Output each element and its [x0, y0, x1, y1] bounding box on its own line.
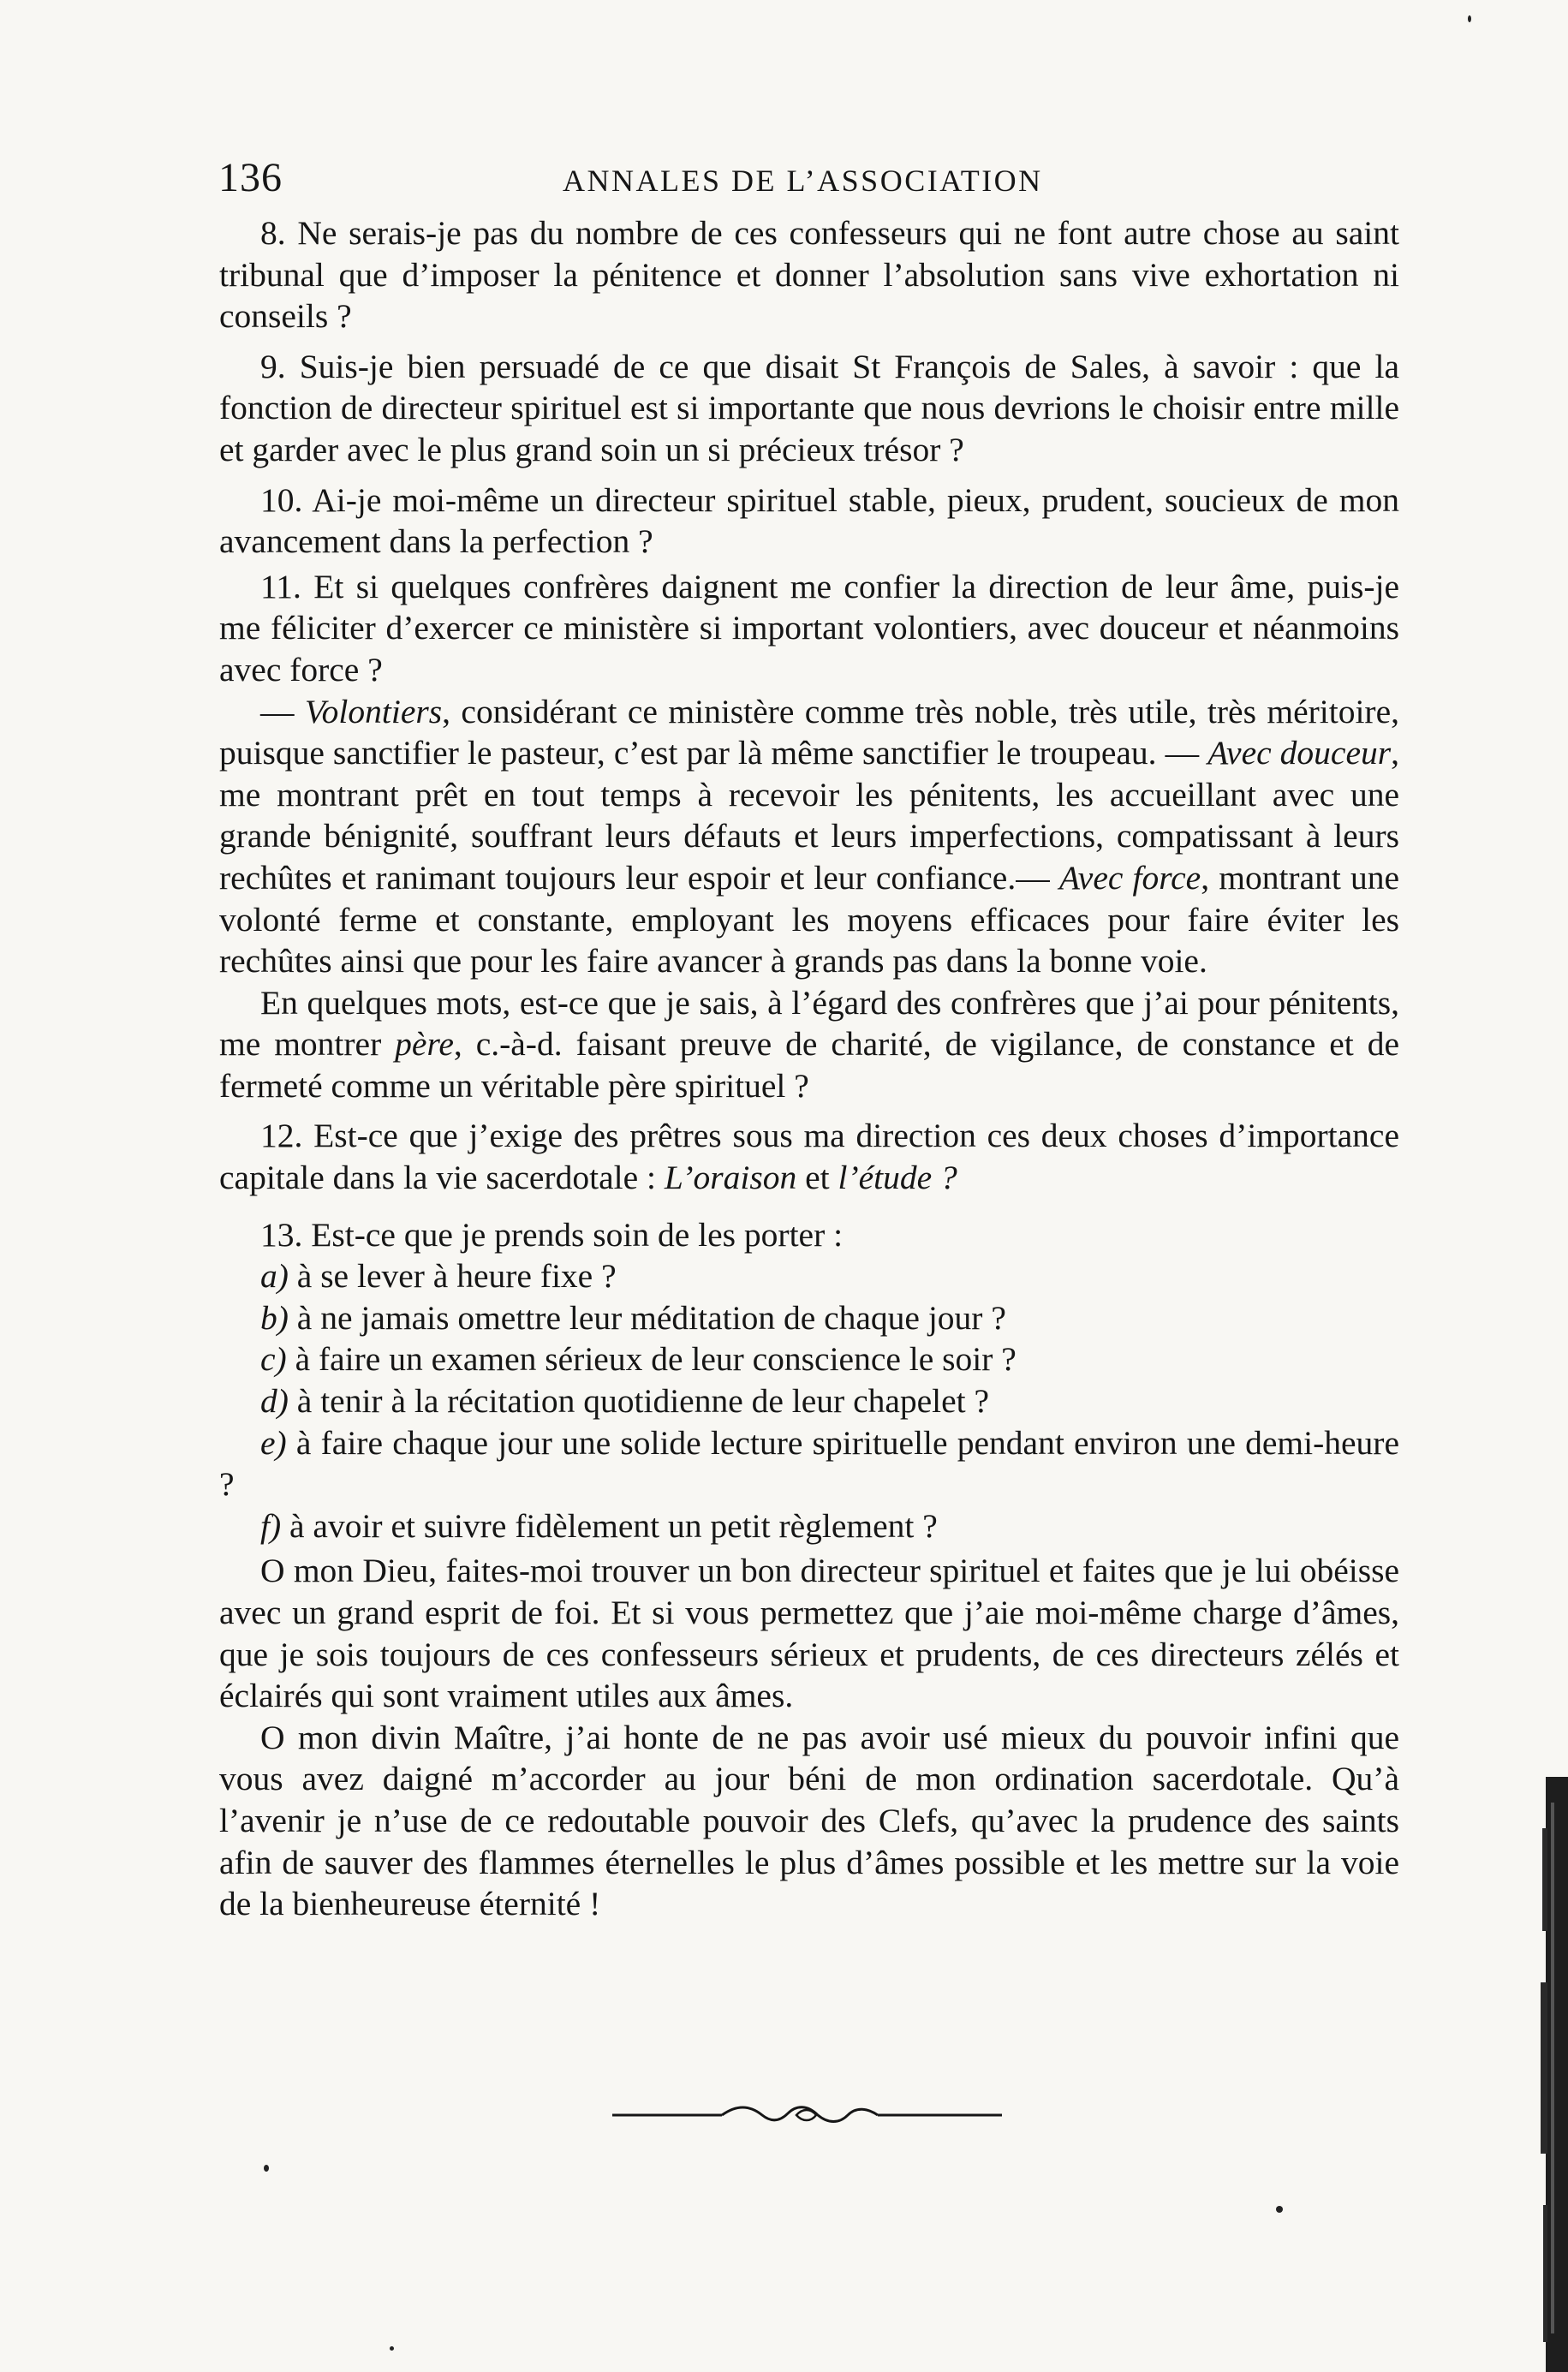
list-text: à avoir et suivre fidèlement un petit règlement ? — [281, 1506, 938, 1545]
list-text: à faire un examen sérieux de leur conscience le soir ? — [286, 1340, 1017, 1379]
term-avec-force: Avec force — [1058, 858, 1201, 897]
list-item — [219, 1297, 1399, 1339]
question-12 — [219, 1115, 1399, 1198]
question-11: 11. Et si quelques confrères daignent me confier la direction de leur âme, puis-je me féliciter d’exercer ce ministère si important volontiers, avec douceur et néanmoins avec force ? — [219, 567, 1399, 688]
question-9: 9. Suis-je bien persuadé de ce que disait St François de Sales, à savoir : que la fonction de directeur spirituel est si importante que nous devrions le choisir entre mille et garder avec le plus grand soin un si précieux trésor ? — [219, 347, 1399, 468]
ink-speck — [1276, 2206, 1283, 2213]
explanation-paragraph — [219, 691, 1399, 982]
term-pere: père — [395, 1025, 454, 1064]
father-text-1: En quelques mots, est-ce que je sais, à l’égard des confrères que j’ai pour pénitents, me montrer — [219, 983, 1399, 1064]
dash: — — [260, 692, 305, 730]
prayer-paragraph-2: O mon divin Maître, j’ai honte de ne pas avoir usé mieux du pouvoir infini que vous avez daigné m’accorder au jour béni de mon ordination sacerdotale. Qu’à l’avenir je n’use de ce redoutable pouvoir des Clefs, qu’avec la prudence des saints afin de sauver des flammes éternelles le plus d’âmes possible et les mettre sur la voie de la bienheureuse éternité ! — [219, 1718, 1399, 1923]
list-item — [219, 1505, 1399, 1547]
term-volontiers: Volontiers — [304, 692, 443, 730]
term-avec-douceur: Avec douceur — [1207, 734, 1392, 772]
question-12-text-2: et — [796, 1159, 838, 1197]
explanation-text-1: , considérant ce ministère comme très noble, très utile, très méritoire, puisque sanctifier le pasteur, c’est par là même sanctifier le troupeau. — — [219, 692, 1399, 772]
father-paragraph — [219, 982, 1399, 1107]
ink-speck — [264, 2165, 269, 2172]
prayer-paragraph-1: O mon Dieu, faites-moi trouver un bon directeur spirituel et faites que je lui obéisse avec un grand esprit de foi. Et si vous permettez que j’aie moi-même charge d’âmes, que je sois toujours de ces confesseurs sérieux et prudents, de ces directeurs zélés et éclairés qui sont vraiment utiles aux âmes. — [219, 1552, 1399, 1715]
page-edge-shadow — [1539, 1777, 1568, 2372]
page-number: 136 — [218, 155, 283, 200]
explanation-text-2: , me montrant prêt en tout temps à recevoir les pénitents, les accueillant avec une grande bénignité, souffrant leurs défauts et leurs imperfections, compatissant à leurs rechûtes et ranimant toujours leur espoir et leur confiance.— — [219, 734, 1399, 897]
running-head: ANNALES DE L’ASSOCIATION — [563, 164, 1043, 198]
page-header — [218, 154, 1400, 206]
ink-speck — [1468, 15, 1471, 22]
list-text: à faire chaque jour une solide lecture spirituelle pendant environ une demi-heure ? — [219, 1423, 1399, 1504]
question-12-text-1: 12. Est-ce que j’exige des prêtres sous ma direction ces deux choses d’importance capitale dans la vie sacerdotale : — [219, 1117, 1399, 1197]
list-letter: d) — [260, 1382, 289, 1421]
list-item — [219, 1380, 1399, 1422]
question-13: 13. Est-ce que je prends soin de les porter : — [260, 1215, 844, 1254]
list-item — [219, 1255, 1399, 1297]
tailpiece-ornament-icon — [612, 2098, 1002, 2132]
question-8: 8. Ne serais-je pas du nombre de ces confesseurs qui ne font autre chose au saint tribunal que d’imposer la pénitence et donner l’absolution sans vive exhortation ni conseils ? — [219, 214, 1399, 336]
list-text: à se lever à heure fixe ? — [288, 1257, 617, 1296]
list-letter: f) — [260, 1506, 282, 1545]
list-letter: e) — [260, 1423, 287, 1462]
list-item — [219, 1422, 1399, 1505]
question-10: 10. Ai-je moi-même un directeur spirituel stable, pieux, prudent, soucieux de mon avancement dans la perfection ? — [219, 480, 1399, 561]
ink-speck — [390, 2346, 394, 2351]
list-item — [219, 1338, 1399, 1380]
explanation-text-3: , montrant une volonté ferme et constante, employant les moyens efficaces pour faire éviter les rechûtes ainsi que pour les faire avancer à grands pas dans la bonne voie. — [219, 858, 1399, 980]
term-oraison: L’oraison — [664, 1159, 797, 1197]
list-text: à tenir à la récitation quotidienne de leur chapelet ? — [288, 1382, 990, 1421]
father-text-2: , c.-à-d. faisant preuve de charité, de vigilance, de constance et de fermeté comme un véritable père spirituel ? — [219, 1025, 1399, 1105]
list-letter: c) — [260, 1340, 287, 1379]
page-body — [219, 212, 1399, 1925]
term-etude: l’étude ? — [838, 1159, 957, 1197]
list-letter: a) — [260, 1257, 289, 1296]
list-letter: b) — [260, 1298, 289, 1337]
list-text: à ne jamais omettre leur méditation de chaque jour ? — [288, 1298, 1006, 1337]
